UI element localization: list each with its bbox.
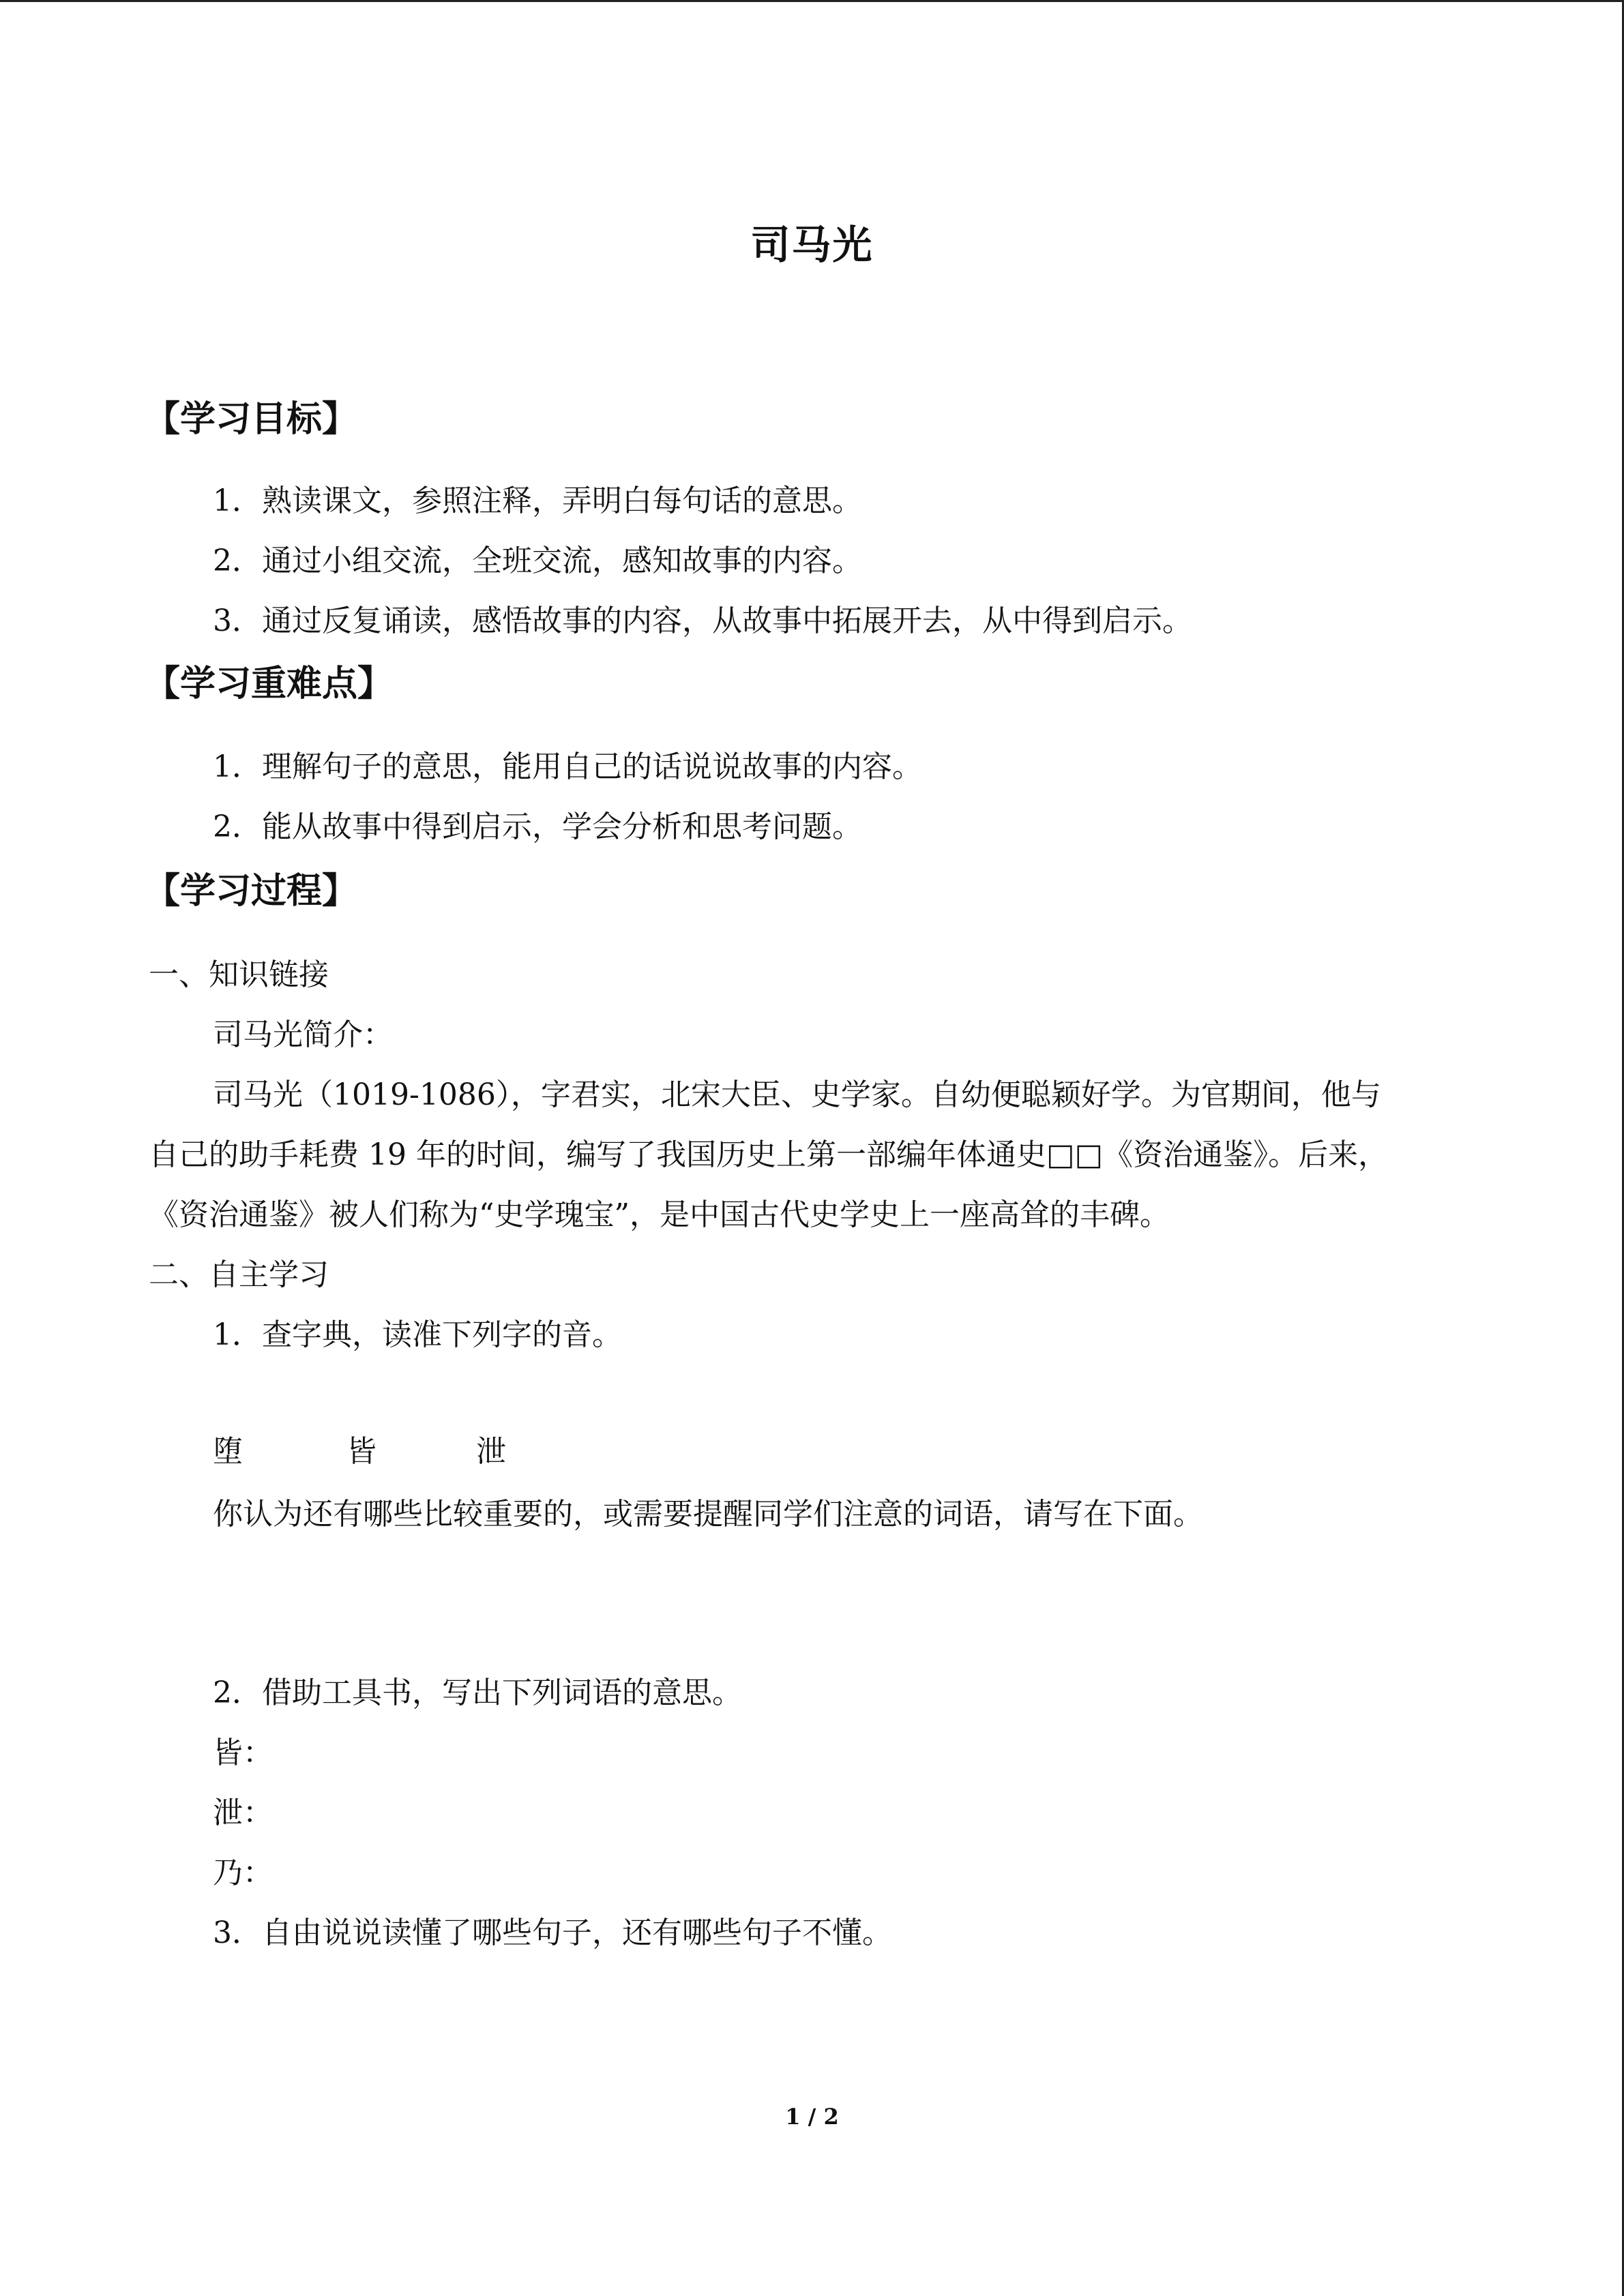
section-heading-keypoints: 【学习重难点】 [145, 664, 394, 704]
char-item: 泄 [476, 1434, 506, 1469]
keypoint-item-1: 1．理解句子的意思，能用自己的话说说故事的内容。 [213, 749, 922, 784]
top-border-line [0, 0, 1624, 2]
char-item: 皆 [346, 1434, 377, 1469]
goal-item-3: 3．通过反复诵读，感悟故事的内容，从故事中拓展开去，从中得到启示。 [213, 603, 1192, 638]
page-number: 1 / 2 [785, 2104, 839, 2130]
part1-title: 一、知识链接 [149, 957, 329, 992]
question-1: 1．查字典，读准下列字的音。 [213, 1317, 622, 1352]
definition-item: 乃： [213, 1855, 273, 1890]
question-2: 2．借助工具书，写出下列词语的意思。 [213, 1675, 742, 1710]
bio-line-3: 《资治通鉴》被人们称为“史学瑰宝”，是中国古代史学史上一座高耸的丰碑。 [149, 1197, 1170, 1232]
bio-intro-label: 司马光简介： [213, 1017, 393, 1052]
keypoint-item-2: 2．能从故事中得到启示，学会分析和思考问题。 [213, 809, 862, 844]
bio-line-1: 司马光（1019-1086），字君实，北宋大臣、史学家。自幼便聪颖好学。为官期间，他与 [213, 1077, 1381, 1112]
definition-item: 皆： [213, 1735, 273, 1770]
section-heading-goals: 【学习目标】 [145, 399, 358, 440]
question-3: 3．自由说说读懂了哪些句子，还有哪些句子不懂。 [213, 1915, 892, 1950]
definition-item: 泄： [213, 1795, 273, 1830]
question-1-note: 你认为还有哪些比较重要的，或需要提醒同学们注意的词语，请写在下面。 [213, 1497, 1203, 1532]
goal-item-2: 2．通过小组交流，全班交流，感知故事的内容。 [213, 543, 862, 578]
char-item: 堕 [213, 1434, 243, 1469]
bio-line-2: 自己的助手耗费 19 年的时间，编写了我国历史上第一部编年体通史□□《资治通鉴》。后来， [149, 1137, 1389, 1172]
goal-item-1: 1．熟读课文，参照注释，弄明白每句话的意思。 [213, 483, 862, 518]
part2-title: 二、自主学习 [149, 1257, 329, 1292]
section-heading-process: 【学习过程】 [145, 871, 358, 912]
page-title: 司马光 [750, 222, 874, 268]
